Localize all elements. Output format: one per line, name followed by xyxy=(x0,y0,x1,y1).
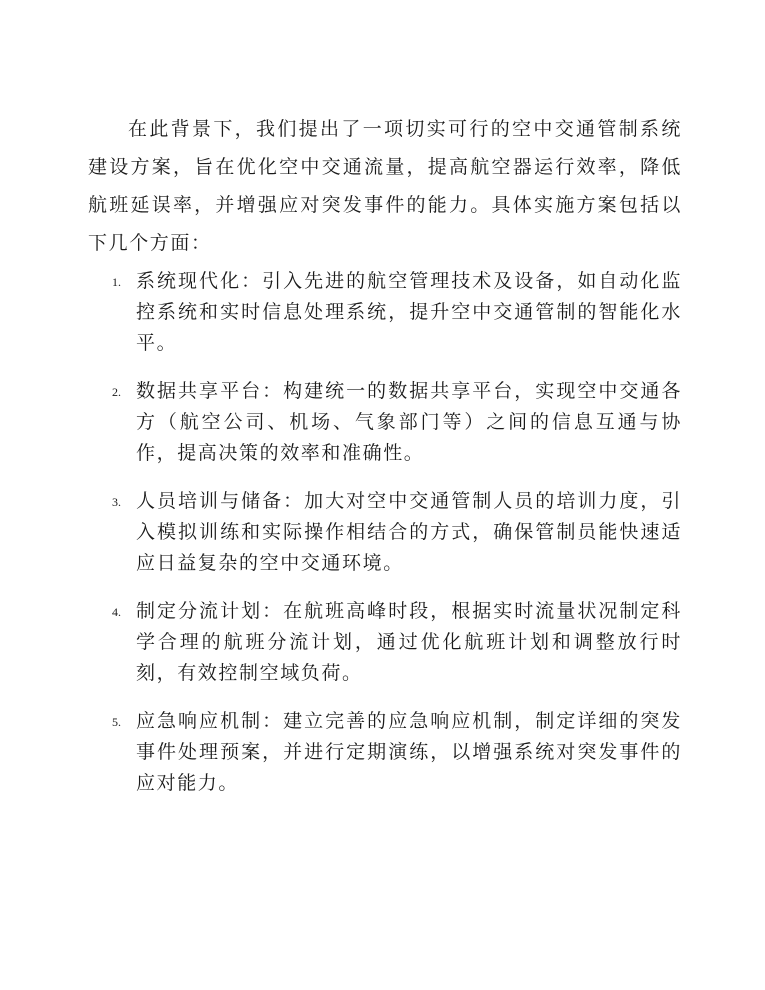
list-item-number: 3. xyxy=(112,495,121,509)
list-item xyxy=(112,376,682,469)
list-item-text: 系统现代化：引入先进的航空管理技术及设备，如自动化监控系统和实时信息处理系统，提升空中交通管制的智能化水平。 xyxy=(136,270,682,354)
list-item-number: 1. xyxy=(112,275,121,289)
list-item-number: 2. xyxy=(112,385,121,399)
list-item-text: 应急响应机制：建立完善的应急响应机制，制定详细的突发事件处理预案，并进行定期演练，以增强系统对突发事件的应对能力。 xyxy=(136,710,682,794)
list-item-number: 5. xyxy=(112,715,121,729)
list-item-text: 人员培训与储备：加大对空中交通管制人员的培训力度，引入模拟训练和实际操作相结合的方式，确保管制员能快速适应日益复杂的空中交通环境。 xyxy=(136,490,682,574)
list-item-text: 制定分流计划：在航班高峰时段，根据实时流量状况制定科学合理的航班分流计划，通过优化航班计划和调整放行时刻，有效控制空域负荷。 xyxy=(136,600,682,684)
list-item xyxy=(112,706,682,799)
list-item-number: 4. xyxy=(112,605,121,619)
list-item-text: 数据共享平台：构建统一的数据共享平台，实现空中交通各方（航空公司、机场、气象部门等）之间的信息互通与协作，提高决策的效率和准确性。 xyxy=(136,380,682,464)
implementation-list xyxy=(112,266,682,816)
list-item xyxy=(112,596,682,689)
list-item xyxy=(112,266,682,359)
intro-paragraph: 在此背景下，我们提出了一项切实可行的空中交通管制系统建设方案，旨在优化空中交通流量，提高航空器运行效率，降低航班延误率，并增强应对突发事件的能力。具体实施方案包括以下几个方面： xyxy=(88,118,682,254)
list-item xyxy=(112,486,682,579)
